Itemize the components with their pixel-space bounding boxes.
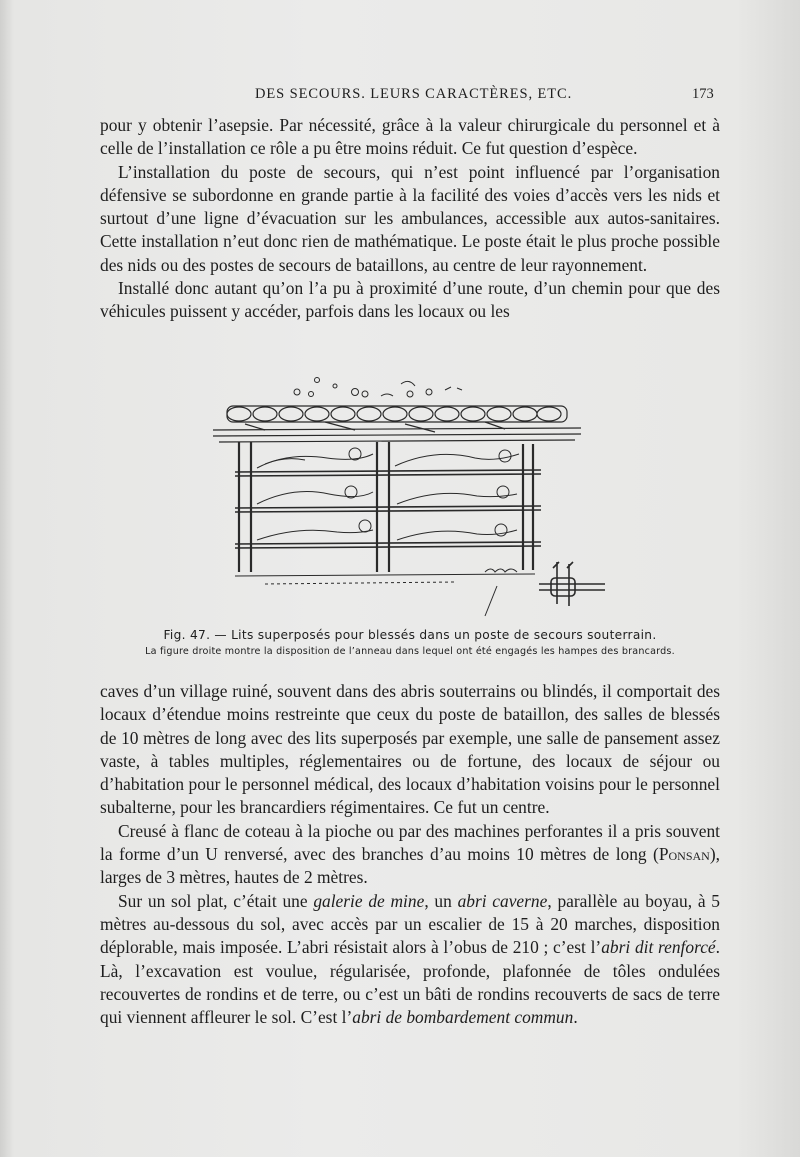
earth-debris (294, 378, 462, 398)
text-run: . (573, 1007, 578, 1028)
plank-ceiling (213, 422, 581, 442)
paragraph (100, 890, 720, 1030)
italic-term: abri de bombardement commun (352, 1007, 574, 1028)
text-run: ), larges de 3 mètres, hautes de 2 mètres. (100, 844, 720, 888)
page-number: 173 (692, 86, 714, 102)
text-run: . Là, l’excavation est voulue, régularisée, profonde, plafonnée de tôles ondulées recouvertes de rondins et de terre, ou c’est un bâti de rondins recouverts de sacs de terre qui viennent affleurer le sol. C’est l’ (100, 937, 720, 1028)
ring-detail-drawing (539, 562, 605, 606)
running-title: DES SECOURS. LEURS CARACTÈRES, ETC. (255, 86, 573, 102)
paragraph: L’installation du poste de secours, qui n’est point influencé par l’organisation défensive se subordonne en grande partie à la facilité des voies d’accès vers les nids et surtout d’une ligne d’évacuation sur les ambulances, accessible aux autos-sanitaires. Cette installation n’eut donc rien de mathématique. Le poste était le plus proche possible des nids ou des postes de secours de bataillons, au centre de leur rayonnement. (100, 161, 720, 275)
italic-term: abri dit renforcé (601, 937, 716, 958)
paragraph: pour y obtenir l’asepsie. Par nécessité, grâce à la valeur chirurgicale du personnel et à celle de l’installation ce rôle a pu être moins réduit. Ce fut question d’espèce. (100, 115, 720, 159)
text-run: Creusé à flanc de coteau à la pioche ou par des machines perforantes il a pris souvent la forme d’un U renversé, avec des branches d’au moins 10 mètres de long ( (100, 820, 720, 865)
caption-title: Fig. 47. — Lits superposés pour blessés dans un poste de secours souterrain. (163, 628, 657, 642)
top-text-block (100, 114, 720, 324)
text-run: , un (424, 890, 458, 911)
log-roof (227, 406, 567, 422)
author-name: Ponsan (658, 844, 710, 865)
running-head (0, 86, 800, 106)
figure-caption (100, 626, 720, 660)
paragraph: Installé donc autant qu’on l’a pu à proximité d’une route, d’un chemin pour que des véhicules puissent y accéder, parfois dans les locaux ou les (100, 278, 720, 322)
bottom-text-block (100, 680, 720, 1029)
text-run: , parallèle au boyau, à 5 mètres au-dessous du sol, avec accès par un escalier de 15 à 20 marches, disposition déplorable, mais imposée. L’abri résistait alors à l’obus de 210 ; c’est l’ (100, 890, 720, 958)
figure-illustration (205, 372, 615, 620)
paragraph: caves d’un village ruiné, souvent dans des abris souterrains ou blindés, il comportait des locaux d’étendue moins restreinte que ceux du poste de bataillon, des salles de blessés de 10 mètres de long avec des lits superposés par exemple, une salle de pansement assez vaste, à tables multiples, réglementaires ou de fortune, des locaux de séjour ou d’habitation pour le personnel médical, des locaux d’habitation voisins pour le personnel subalterne, pour les brancardiers régimentaires. Ce fut un centre. (100, 681, 720, 818)
stacked-beds-drawing (205, 372, 615, 620)
italic-term: galerie de mine (313, 890, 425, 911)
italic-term: abri caverne (457, 890, 548, 911)
ground-line (235, 569, 535, 616)
caption-note: La figure droite montre la disposition de l’anneau dans lequel ont été engagés les hampes des brancards. (145, 646, 675, 657)
text-run: Sur un sol plat, c’était une (118, 890, 314, 911)
paragraph (100, 820, 720, 890)
